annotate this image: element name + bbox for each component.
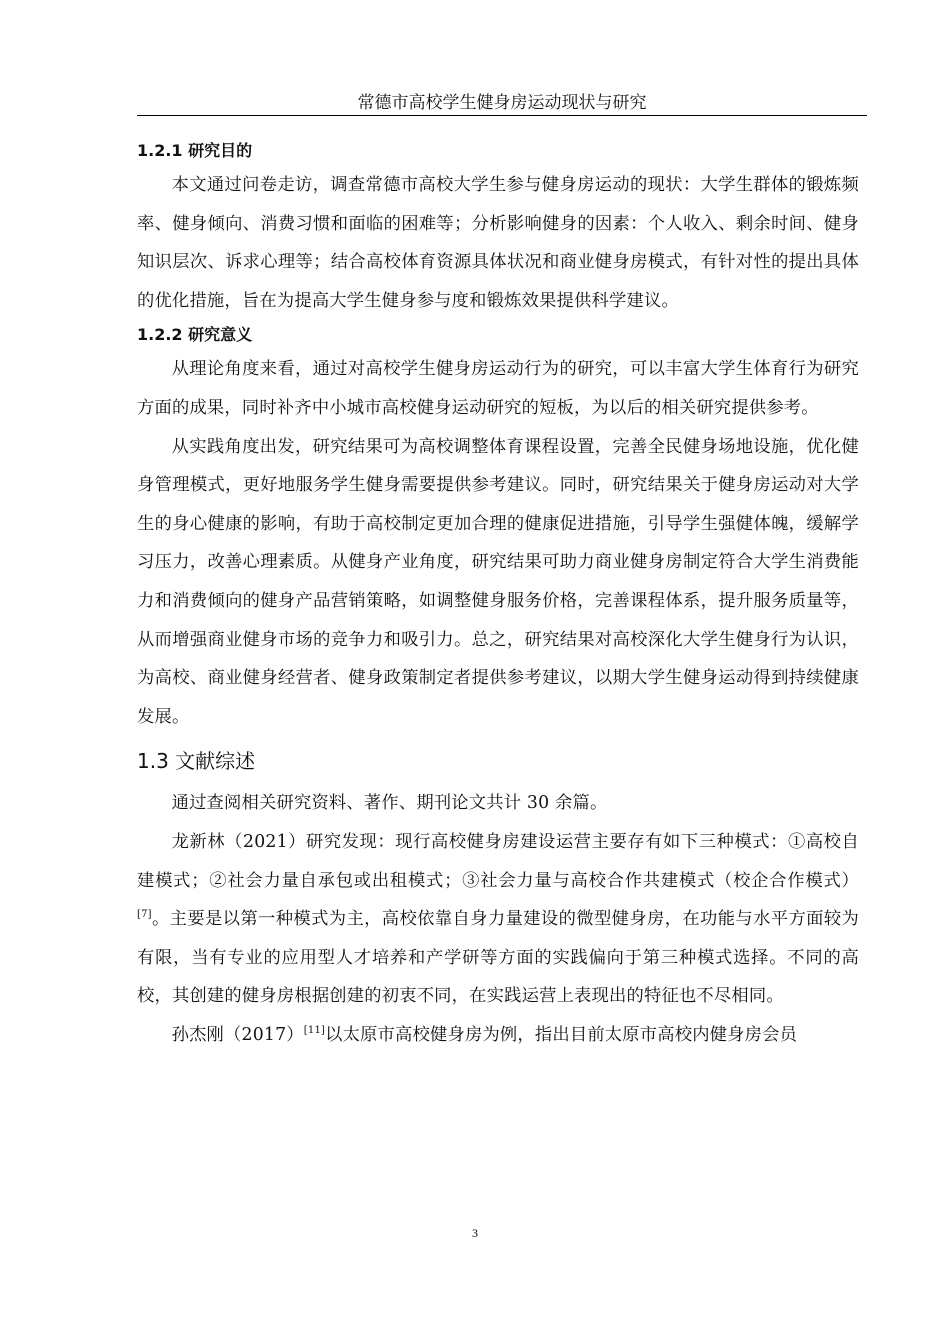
paragraph-sun-jiegang (137, 1016, 859, 1055)
citation-text-continued: 以太原市高校健身房为例，指出目前太原市高校内健身房会员 (325, 1024, 798, 1045)
page-content (137, 136, 859, 1054)
heading-1-2-2: 1.2.2 研究意义 (137, 325, 253, 345)
paragraph-practice-significance: 从实践角度出发，研究结果可为高校调整体育课程设置，完善全民健身场地设施，优化健身管理模式，更好地服务学生健身需要提供参考建议。同时，研究结果关于健身房运动对大学生的身心健康的影响，有助于高校制定更加合理的健康促进措施，引导学生强健体魄，缓解学习压力，改善心理素质。从健身产业角度，研究结果可助力商业健身房制定符合大学生消费能力和消费倾向的健身产品营销策略，如调整健身服务价格，完善课程体系，提升服务质量等，从而增强商业健身市场的竞争力和吸引力。总之，研究结果对高校深化大学生健身行为认识，为高校、商业健身经营者、健身政策制定者提供参考建议，以期大学生健身运动得到持续健康发展。 (137, 436, 859, 727)
paragraph-literature-intro: 通过查阅相关研究资料、著作、期刊论文共计 30 余篇。 (171, 793, 608, 814)
citation-author: 孙杰刚（2017） (171, 1024, 304, 1045)
reference-marker: [7] (137, 909, 152, 921)
heading-1-3: 1.3 文献综述 (137, 749, 256, 774)
paragraph-theory-significance: 从理论角度来看，通过对高校学生健身房运动行为的研究，可以丰富大学生体育行为研究方面的成果，同时补齐中小城市高校健身运动研究的短板，为以后的相关研究提供参考。 (137, 359, 859, 418)
running-header-title: 常德市高校学生健身房运动现状与研究 (357, 93, 647, 113)
header-rule (137, 115, 867, 116)
citation-text: 龙新林（2021）研究发现：现行高校健身房建设运营主要存有如下三种模式：①高校自建模式；②社会力量自承包或出租模式；③社会力量与高校合作共建模式（校企合作模式） (137, 831, 859, 891)
reference-marker: [11] (303, 1024, 326, 1036)
citation-text-continued: 。主要是以第一种模式为主，高校依靠自身力量建设的微型健身房，在功能与水平方面较为有限，当有专业的应用型人才培养和产学研等方面的实践偏向于第三种模式选择。不同的高校，其创建的健身房根据创建的初衷不同，在实践运营上表现出的特征也不尽相同。 (137, 909, 859, 1007)
paragraph-research-purpose: 本文通过问卷走访，调查常德市高校大学生参与健身房运动的现状：大学生群体的锻炼频率、健身倾向、消费习惯和面临的困难等；分析影响健身的因素：个人收入、剩余时间、健身知识层次、诉求心理等；结合高校体育资源具体状况和商业健身房模式，有针对性的提出具体的优化措施，旨在为提高大学生健身参与度和锻炼效果提供科学建议。 (137, 175, 859, 311)
heading-1-2-1: 1.2.1 研究目的 (137, 141, 253, 160)
paragraph-long-xinlin (137, 823, 859, 1016)
page-number: 3 (472, 1226, 478, 1240)
